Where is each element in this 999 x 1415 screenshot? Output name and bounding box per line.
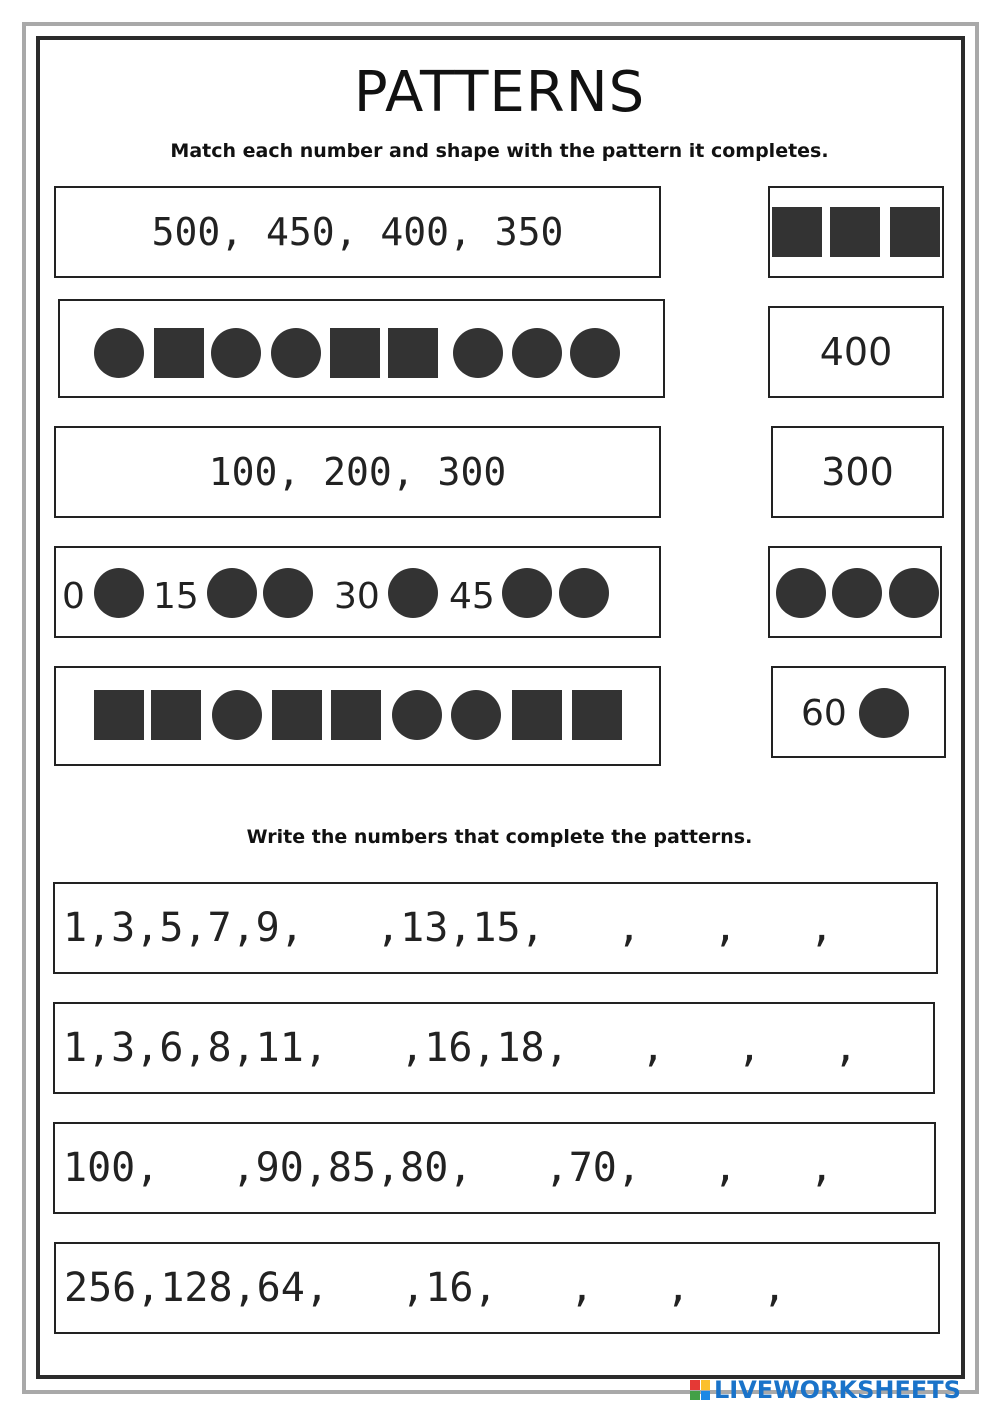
pattern-box-3[interactable] [54,426,661,518]
answer-box-2[interactable] [768,306,944,398]
liveworksheets-logo [690,1375,961,1405]
pattern-number: 30 [334,576,380,617]
square-shape [94,690,144,740]
circle-shape [392,690,442,740]
answer-number: 60 [801,693,847,734]
pattern-number: 0 [62,576,85,617]
pattern-text: 500, 450, 400, 350 [151,210,564,254]
circle-shape [502,568,552,618]
square-shape [388,328,438,378]
fill-row-1[interactable] [53,882,938,974]
answer-box-1[interactable] [768,186,944,278]
pattern-number: 15 [153,576,199,617]
fill-row-text: 256,128,64, ,16, , , , [64,1265,787,1311]
circle-shape [570,328,620,378]
write-instruction: Write the numbers that complete the patterns. [246,826,753,848]
answer-box-3[interactable] [771,426,944,518]
square-shape [772,207,822,257]
answer-number: 400 [819,330,893,374]
circle-shape [451,690,501,740]
pattern-box-5[interactable] [54,666,661,766]
circle-shape [94,328,144,378]
fill-row-2[interactable] [53,1002,935,1094]
circle-shape [212,690,262,740]
circle-shape [889,568,939,618]
circle-shape [453,328,503,378]
square-shape [512,690,562,740]
circle-shape [271,328,321,378]
circle-shape [94,568,144,618]
circle-shape [388,568,438,618]
circle-shape [832,568,882,618]
circle-shape [211,328,261,378]
logo-mark-icon [690,1380,710,1400]
square-shape [154,328,204,378]
answer-box-5[interactable] [771,666,946,758]
circle-shape [512,328,562,378]
circle-shape [207,568,257,618]
fill-row-3[interactable] [53,1122,936,1214]
pattern-box-1[interactable] [54,186,661,278]
fill-row-text: 1,3,5,7,9, ,13,15, , , , [63,905,834,951]
circle-shape [559,568,609,618]
circle-shape [859,688,909,738]
square-shape [572,690,622,740]
circle-shape [776,568,826,618]
square-shape [331,690,381,740]
pattern-number: 45 [449,576,495,617]
answer-number: 300 [821,450,894,494]
square-shape [830,207,880,257]
logo-text: LIVEWORKSHEETS [714,1376,961,1404]
fill-row-text: 1,3,6,8,11, ,16,18, , , , [63,1025,858,1071]
answer-box-4[interactable] [768,546,942,638]
fill-row-4[interactable] [54,1242,940,1334]
pattern-box-4[interactable] [54,546,661,638]
match-instruction: Match each number and shape with the pattern it completes. [170,140,829,162]
pattern-text: 100, 200, 300 [208,450,507,494]
square-shape [272,690,322,740]
page-title: PATTERNS [353,60,646,125]
fill-row-text: 100, ,90,85,80, ,70, , , [63,1145,834,1191]
square-shape [890,207,940,257]
square-shape [330,328,380,378]
square-shape [151,690,201,740]
circle-shape [263,568,313,618]
pattern-box-2[interactable] [58,299,665,398]
